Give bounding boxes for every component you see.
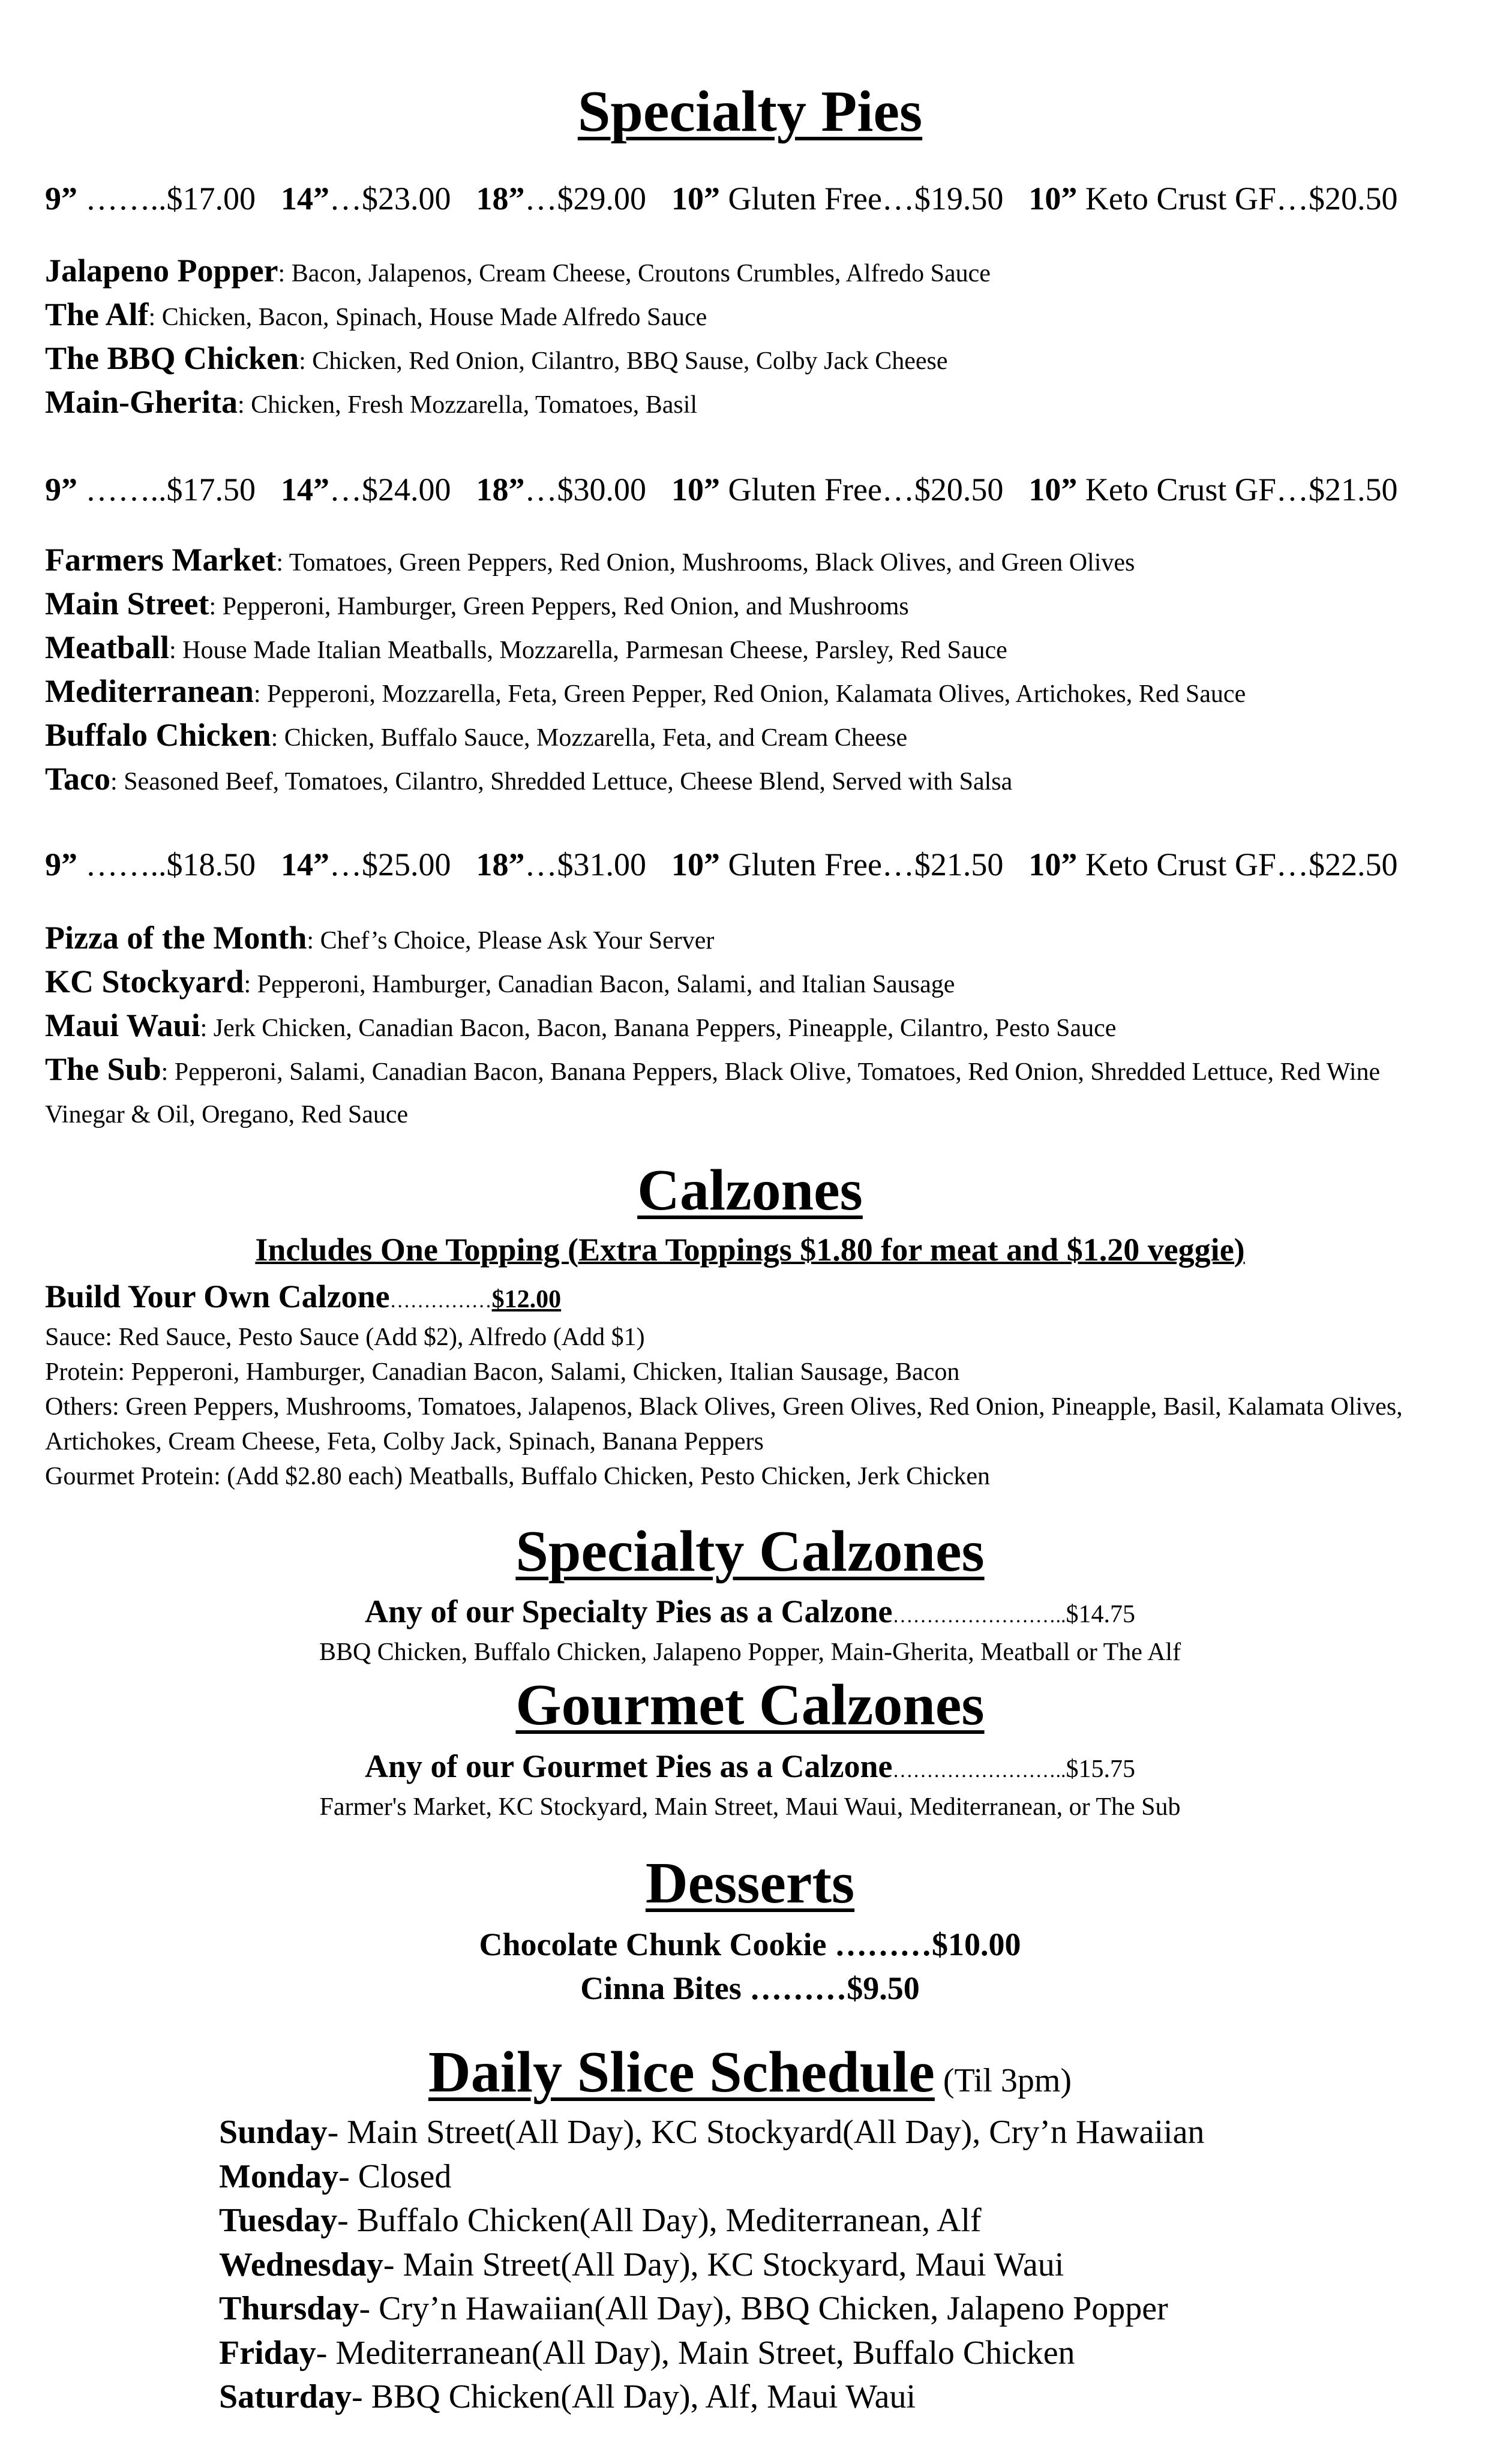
price-option: [281, 181, 451, 217]
schedule-slices: - BBQ Chicken(All Day), Alf, Maui Waui: [351, 2378, 916, 2415]
pizza-item: [45, 963, 1461, 1009]
pizza-item: [45, 252, 1461, 298]
build-your-own-calzone: [45, 1278, 561, 1315]
schedule-row: [219, 2157, 451, 2196]
dessert-price: $9.50: [847, 1970, 920, 2006]
gourmet-calzones-heading: Gourmet Calzones: [515, 1673, 985, 1737]
price-option: [671, 181, 1003, 217]
gourmet-calzone-label: Any of our Gourmet Pies as a Calzone: [365, 1748, 893, 1784]
pizza-name: Buffalo Chicken: [45, 717, 271, 753]
pizza-item: [45, 760, 1461, 806]
size-label: 10”: [1028, 472, 1078, 508]
calzone-options: [45, 1320, 1461, 1494]
desserts-heading: Desserts: [645, 1851, 855, 1916]
specialty-calzone-line: [0, 1593, 1500, 1630]
size-label: 14”: [281, 181, 329, 217]
specialty-calzones-heading: Specialty Calzones: [515, 1519, 985, 1584]
price: $25.00: [362, 847, 451, 883]
pizza-item: [45, 919, 1461, 965]
price: $20.50: [1308, 181, 1398, 217]
pizza-ingredients: : Pepperoni, Hamburger, Canadian Bacon, Salami, and Italian Sausage: [244, 971, 955, 998]
size-description: Keto Crust GF…: [1077, 181, 1309, 217]
size-description: …: [329, 472, 362, 508]
pizza-ingredients: : Chicken, Buffalo Sauce, Mozzarella, Feta, and Cream Cheese: [271, 724, 908, 752]
price-option: [45, 847, 256, 883]
price-option: [281, 847, 451, 883]
pizza-item: [45, 585, 1461, 631]
size-description: Keto Crust GF…: [1077, 847, 1309, 883]
calzones-subtitle: Includes One Topping (Extra Toppings $1.80 for meat and $1.20 veggie): [255, 1232, 1245, 1268]
pizza-name: The Alf: [45, 296, 149, 332]
size-label: 10”: [671, 181, 720, 217]
price: $31.00: [557, 847, 646, 883]
size-description: Keto Crust GF…: [1077, 472, 1309, 508]
pizza-ingredients: : Seasoned Beef, Tomatoes, Cilantro, Shredded Lettuce, Cheese Blend, Served with Salsa: [110, 768, 1013, 796]
price: $17.50: [166, 472, 256, 508]
pizza-ingredients: : Jerk Chicken, Canadian Bacon, Bacon, Banana Peppers, Pineapple, Cilantro, Pesto Sauce: [200, 1015, 1117, 1042]
schedule-day: Saturday: [219, 2378, 352, 2415]
pizza-item: [45, 716, 1461, 762]
pizza-item: [45, 673, 1461, 718]
pizza-item: [45, 383, 1461, 429]
price-option: [1028, 847, 1397, 883]
leader-dots: ……………: [389, 1290, 492, 1312]
price-option: [671, 472, 1003, 508]
build-calzone-price: $12.00: [491, 1286, 562, 1313]
price: $17.00: [166, 181, 256, 217]
price-tier-line: [45, 471, 1423, 508]
schedule-row: [219, 2378, 916, 2416]
size-label: 10”: [1028, 847, 1078, 883]
dessert-item: [0, 1970, 1500, 2007]
price: $21.50: [914, 847, 1004, 883]
price: $19.50: [914, 181, 1004, 217]
size-description: ……..: [77, 847, 167, 883]
pizza-name: Farmers Market: [45, 542, 277, 578]
calzone-option-gourmet-protein: Gourmet Protein: (Add $2.80 each) Meatballs, Buffalo Chicken, Pesto Chicken, Jerk Chicken: [45, 1463, 991, 1490]
pizza-name: Pizza of the Month: [45, 920, 307, 956]
schedule-row: [219, 2201, 982, 2240]
price-option: [1028, 181, 1397, 217]
dessert-item: [0, 1926, 1500, 1963]
pizza-item: [45, 629, 1461, 674]
pizza-name: Maui Waui: [45, 1007, 200, 1043]
calzones-heading: Calzones: [637, 1158, 863, 1223]
price-option: [476, 472, 647, 508]
size-label: 9”: [45, 181, 77, 217]
pizza-name: Taco: [45, 761, 111, 797]
pizza-ingredients: : Chicken, Red Onion, Cilantro, BBQ Sause, Colby Jack Cheese: [299, 347, 948, 375]
pizza-name: Mediterranean: [45, 673, 254, 709]
price-option: [1028, 472, 1397, 508]
pizza-ingredients: : Chicken, Fresh Mozzarella, Tomatoes, Basil: [237, 391, 698, 419]
price: $22.50: [1308, 847, 1398, 883]
pizza-ingredients: : House Made Italian Meatballs, Mozzarella, Parmesan Cheese, Parsley, Red Sauce: [169, 637, 1007, 664]
leader-dots: ……………………..: [892, 1605, 1066, 1627]
pizza-item: [45, 296, 1461, 341]
schedule-day: Monday: [219, 2157, 339, 2195]
pizza-ingredients: : Tomatoes, Green Peppers, Red Onion, Mushrooms, Black Olives, and Green Olives: [276, 549, 1135, 577]
schedule-row: [219, 2289, 1168, 2328]
size-label: 10”: [671, 472, 720, 508]
leader-dots: ………: [826, 1926, 932, 1962]
pizza-ingredients: : Bacon, Jalapenos, Cream Cheese, Croutons Crumbles, Alfredo Sauce: [278, 260, 991, 287]
pizza-name: The Sub: [45, 1051, 161, 1087]
schedule-row: [219, 2113, 1204, 2151]
daily-slice-title: Daily Slice Schedule: [428, 2040, 935, 2105]
gourmet-calzone-price: $15.75: [1066, 1755, 1135, 1783]
pizza-ingredients: : Chicken, Bacon, Spinach, House Made Alfredo Sauce: [148, 304, 707, 331]
pizza-item: [45, 1007, 1461, 1052]
price: $20.50: [914, 472, 1004, 508]
leader-dots: ………: [741, 1970, 847, 2006]
pizza-name: Main-Gherita: [45, 384, 238, 420]
schedule-slices: - Main Street(All Day), KC Stockyard(All Day), Cry’n Hawaiian: [327, 2114, 1205, 2151]
size-description: Gluten Free…: [720, 181, 914, 217]
size-label: 18”: [476, 847, 525, 883]
schedule-slices: - Closed: [338, 2157, 452, 2195]
specialty-pies-heading: Specialty Pies: [577, 79, 923, 144]
size-label: 10”: [671, 847, 720, 883]
schedule-slices: - Buffalo Chicken(All Day), Mediterranean, Alf: [337, 2202, 982, 2239]
pizza-ingredients: : Chef’s Choice, Please Ask Your Server: [307, 927, 715, 955]
schedule-day: Tuesday: [219, 2202, 338, 2239]
size-description: Gluten Free…: [720, 472, 914, 508]
price-option: [476, 181, 647, 217]
specialty-calzone-price: $14.75: [1066, 1601, 1135, 1628]
dessert-price: $10.00: [932, 1926, 1021, 1962]
schedule-slices: - Mediterranean(All Day), Main Street, Buffalo Chicken: [316, 2334, 1075, 2372]
size-description: Gluten Free…: [720, 847, 914, 883]
size-label: 10”: [1028, 181, 1078, 217]
pizza-name: The BBQ Chicken: [45, 340, 299, 376]
size-description: …: [524, 847, 557, 883]
pizza-ingredients: : Pepperoni, Mozzarella, Feta, Green Pepper, Red Onion, Kalamata Olives, Artichokes, Red Sauce: [253, 680, 1246, 708]
specialty-calzone-list: BBQ Chicken, Buffalo Chicken, Jalapeno Popper, Main-Gherita, Meatball or The Alf: [319, 1638, 1181, 1666]
size-description: …: [524, 472, 557, 508]
daily-slice-note: (Til 3pm): [934, 2062, 1072, 2099]
price-option: [476, 847, 647, 883]
dessert-name: Cinna Bites: [580, 1970, 742, 2006]
price-tier-line: [45, 180, 1423, 217]
specialty-calzone-label: Any of our Specialty Pies as a Calzone: [365, 1593, 893, 1629]
size-label: 18”: [476, 181, 525, 217]
size-label: 9”: [45, 472, 77, 508]
size-description: ……..: [77, 181, 167, 217]
pizza-item: [45, 1051, 1461, 1139]
price-option: [671, 847, 1003, 883]
calzone-option-sauce: Sauce: Red Sauce, Pesto Sauce (Add $2), Alfredo (Add $1): [45, 1323, 645, 1351]
schedule-row: [219, 2334, 1075, 2372]
price: $23.00: [362, 181, 451, 217]
price-option: [45, 472, 256, 508]
price: $18.50: [166, 847, 256, 883]
size-label: 9”: [45, 847, 77, 883]
price: $30.00: [557, 472, 646, 508]
size-description: ……..: [77, 472, 167, 508]
size-description: …: [524, 181, 557, 217]
schedule-day: Thursday: [219, 2290, 359, 2327]
gourmet-calzone-list: Farmer's Market, KC Stockyard, Main Street, Maui Waui, Mediterranean, or The Sub: [319, 1793, 1181, 1821]
pizza-item: [45, 541, 1461, 587]
price-option: [281, 472, 451, 508]
price: $29.00: [557, 181, 646, 217]
price: $24.00: [362, 472, 451, 508]
price-option: [45, 181, 256, 217]
pizza-ingredients: : Pepperoni, Salami, Canadian Bacon, Banana Peppers, Black Olive, Tomatoes, Red Onion, Shredded Lettuce, Red Wine Vinegar & Oil, Oregano, Red Sauce: [45, 1058, 1381, 1129]
build-calzone-name: Build Your Own Calzone: [45, 1278, 390, 1314]
pizza-name: Main Street: [45, 586, 209, 622]
schedule-day: Wednesday: [219, 2246, 383, 2283]
pizza-name: Meatball: [45, 629, 169, 665]
size-description: …: [329, 181, 362, 217]
leader-dots: ……………………..: [892, 1760, 1066, 1782]
schedule-day: Friday: [219, 2334, 316, 2372]
daily-slice-heading: [0, 2039, 1500, 2106]
pizza-ingredients: : Pepperoni, Hamburger, Green Peppers, Red Onion, and Mushrooms: [209, 593, 909, 620]
gourmet-calzone-line: [0, 1748, 1500, 1785]
price-tier-line: [45, 846, 1423, 883]
pizza-item: [45, 340, 1461, 385]
schedule-slices: - Main Street(All Day), KC Stockyard, Maui Waui: [383, 2246, 1064, 2283]
dessert-name: Chocolate Chunk Cookie: [479, 1926, 827, 1962]
size-description: …: [329, 847, 362, 883]
calzone-option-others: Others: Green Peppers, Mushrooms, Tomatoes, Jalapenos, Black Olives, Green Olives, Red Onion, Pineapple, Basil, Kalamata Olives, Artichokes, Cream Cheese, Feta, Colby Jack, Spinach, Banana Peppers: [45, 1393, 1403, 1455]
size-label: 14”: [281, 472, 329, 508]
schedule-day: Sunday: [219, 2114, 328, 2151]
schedule-slices: - Cry’n Hawaiian(All Day), BBQ Chicken, Jalapeno Popper: [359, 2290, 1168, 2327]
size-label: 14”: [281, 847, 329, 883]
calzone-option-protein: Protein: Pepperoni, Hamburger, Canadian Bacon, Salami, Chicken, Italian Sausage, Bacon: [45, 1358, 960, 1386]
pizza-name: Jalapeno Popper: [45, 253, 278, 289]
schedule-row: [219, 2246, 1064, 2284]
size-label: 18”: [476, 472, 525, 508]
pizza-name: KC Stockyard: [45, 964, 244, 1000]
price: $21.50: [1308, 472, 1398, 508]
